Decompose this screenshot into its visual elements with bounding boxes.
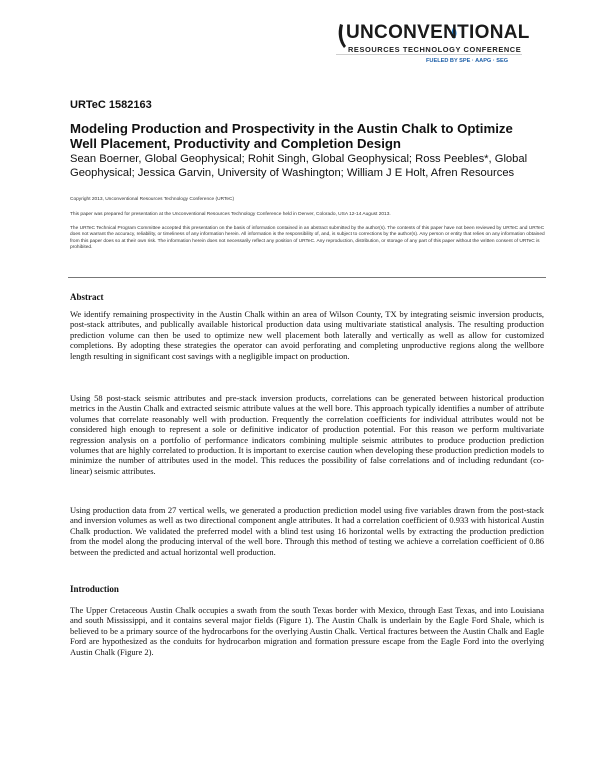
introduction-paragraph-1: The Upper Cretaceous Austin Chalk occupies a swath from the south Texas border with Mexico, through East Texas, and into Louisiana and south Mississippi, and it contains several major fields (Figure 1). The Austin Chalk is underlain by the Eagle Ford Shale, which is believed to be a primary source of the hydrocarbons for the overlying Austin Chalk. Vertical fractures between the Austin Chalk and Eagle Ford are hypothesized as the conduits for hydrocarbon migration and formation pressure escape from the Eagle Ford into the overlying Austin Chalk (Figure 2). bbox=[70, 605, 544, 657]
abstract-heading: Abstract bbox=[70, 292, 104, 302]
abstract-paragraph-2: Using 58 post-stack seismic attributes and pre-stack inversion products, correlations can be generated between historical production metrics in the Austin Chalk and extracted seismic attribute values at the well bore. This approach typically identifies a number of attribute volumes that correlate reasonably well with production. Frequently the correlation coefficients for individual attributes would not be considered high enough to represent a sole or definitive indicator of production potential. For this reason we perform multivariate regression analysis on a portfolio of performance indicators combining multiple seismic attributes to produce production prediction volumes that are highly correlated to production. It is important to exercise caution when developing these production prediction models to minimize the number of attributes used in the model. This reduces the possibility of false correlations and of including redundant (co-linear) seismic attributes. bbox=[70, 393, 544, 476]
paper-id: URTeC 1582163 bbox=[70, 99, 152, 111]
divider bbox=[68, 277, 546, 278]
logo-sponsors: FUELED BY SPE · AAPG · SEG bbox=[426, 58, 509, 64]
logo-wordmark: UNCONVENTIONAL bbox=[346, 22, 530, 43]
paper-title: Modeling Production and Prospectivity in the Austin Chalk to Optimize Well Placement, Productivity and Completion Design bbox=[70, 121, 513, 151]
abstract-paragraph-1: We identify remaining prospectivity in the Austin Chalk within an area of Wilson County, TX by integrating seismic inversion products, post-stack attributes, and publically available historical production data using multivariate statistical analysis. The resulting production prediction volume can then be used to optimize new well placement both laterally and vertically as well as allow for customized completions. By adopting these strategies the operator can avoid perforating and completing unproductive regions along the wellbore length resulting in significant cost savings with a negligible impact on production. bbox=[70, 309, 544, 361]
paper-authors: Sean Boerner, Global Geophysical; Rohit Singh, Global Geophysical; Ross Peebles*, Global Geophysical; Jessica Garvin, University of Washington; William J E Holt, Afren Resources bbox=[70, 153, 528, 179]
introduction-heading: Introduction bbox=[70, 584, 119, 594]
abstract-paragraph-3: Using production data from 27 vertical wells, we generated a production prediction model using five variables drawn from the post-stack and inversion volumes as well as two directional component angle attributes. It had a correlation coefficient of 0.933 with historical Austin Chalk production. We validated the preferred model with a blind test using 16 horizontal wells by extracting the production prediction from the model along the producing interval of the well bore. Through this method of testing we achieve a correlation coefficient of 0.86 between the predicted and actual horizontal well production. bbox=[70, 505, 544, 557]
conference-logo bbox=[336, 20, 530, 68]
presentation-note: This paper was prepared for presentation at the Unconventional Resources Technology Conference held in Denver, Colorado, USA 12-14 August 2013. bbox=[70, 212, 391, 217]
logo-subtitle: RESOURCES TECHNOLOGY CONFERENCE bbox=[348, 45, 522, 54]
copyright-notice: Copyright 2013, Unconventional Resources Technology Conference (URTeC) bbox=[70, 197, 235, 202]
disclaimer: The URTeC Technical Program Committee accepted this presentation on the basis of information contained in an abstract submitted by the author(s). The contents of this paper have not been reviewed by URTeC and URTeC does not warrant the accuracy, reliability, or timeliness of any information herein. All information is the responsibility of, and, is subject to corrections by the author(s). Any person or entity that relies on any information obtained from this paper does so at their own risk. The information herein does not necessarily reflect any position of URTeC. Any reproduction, distribution, or storage of any part of this paper without the written consent of URTeC is prohibited. bbox=[70, 226, 545, 251]
